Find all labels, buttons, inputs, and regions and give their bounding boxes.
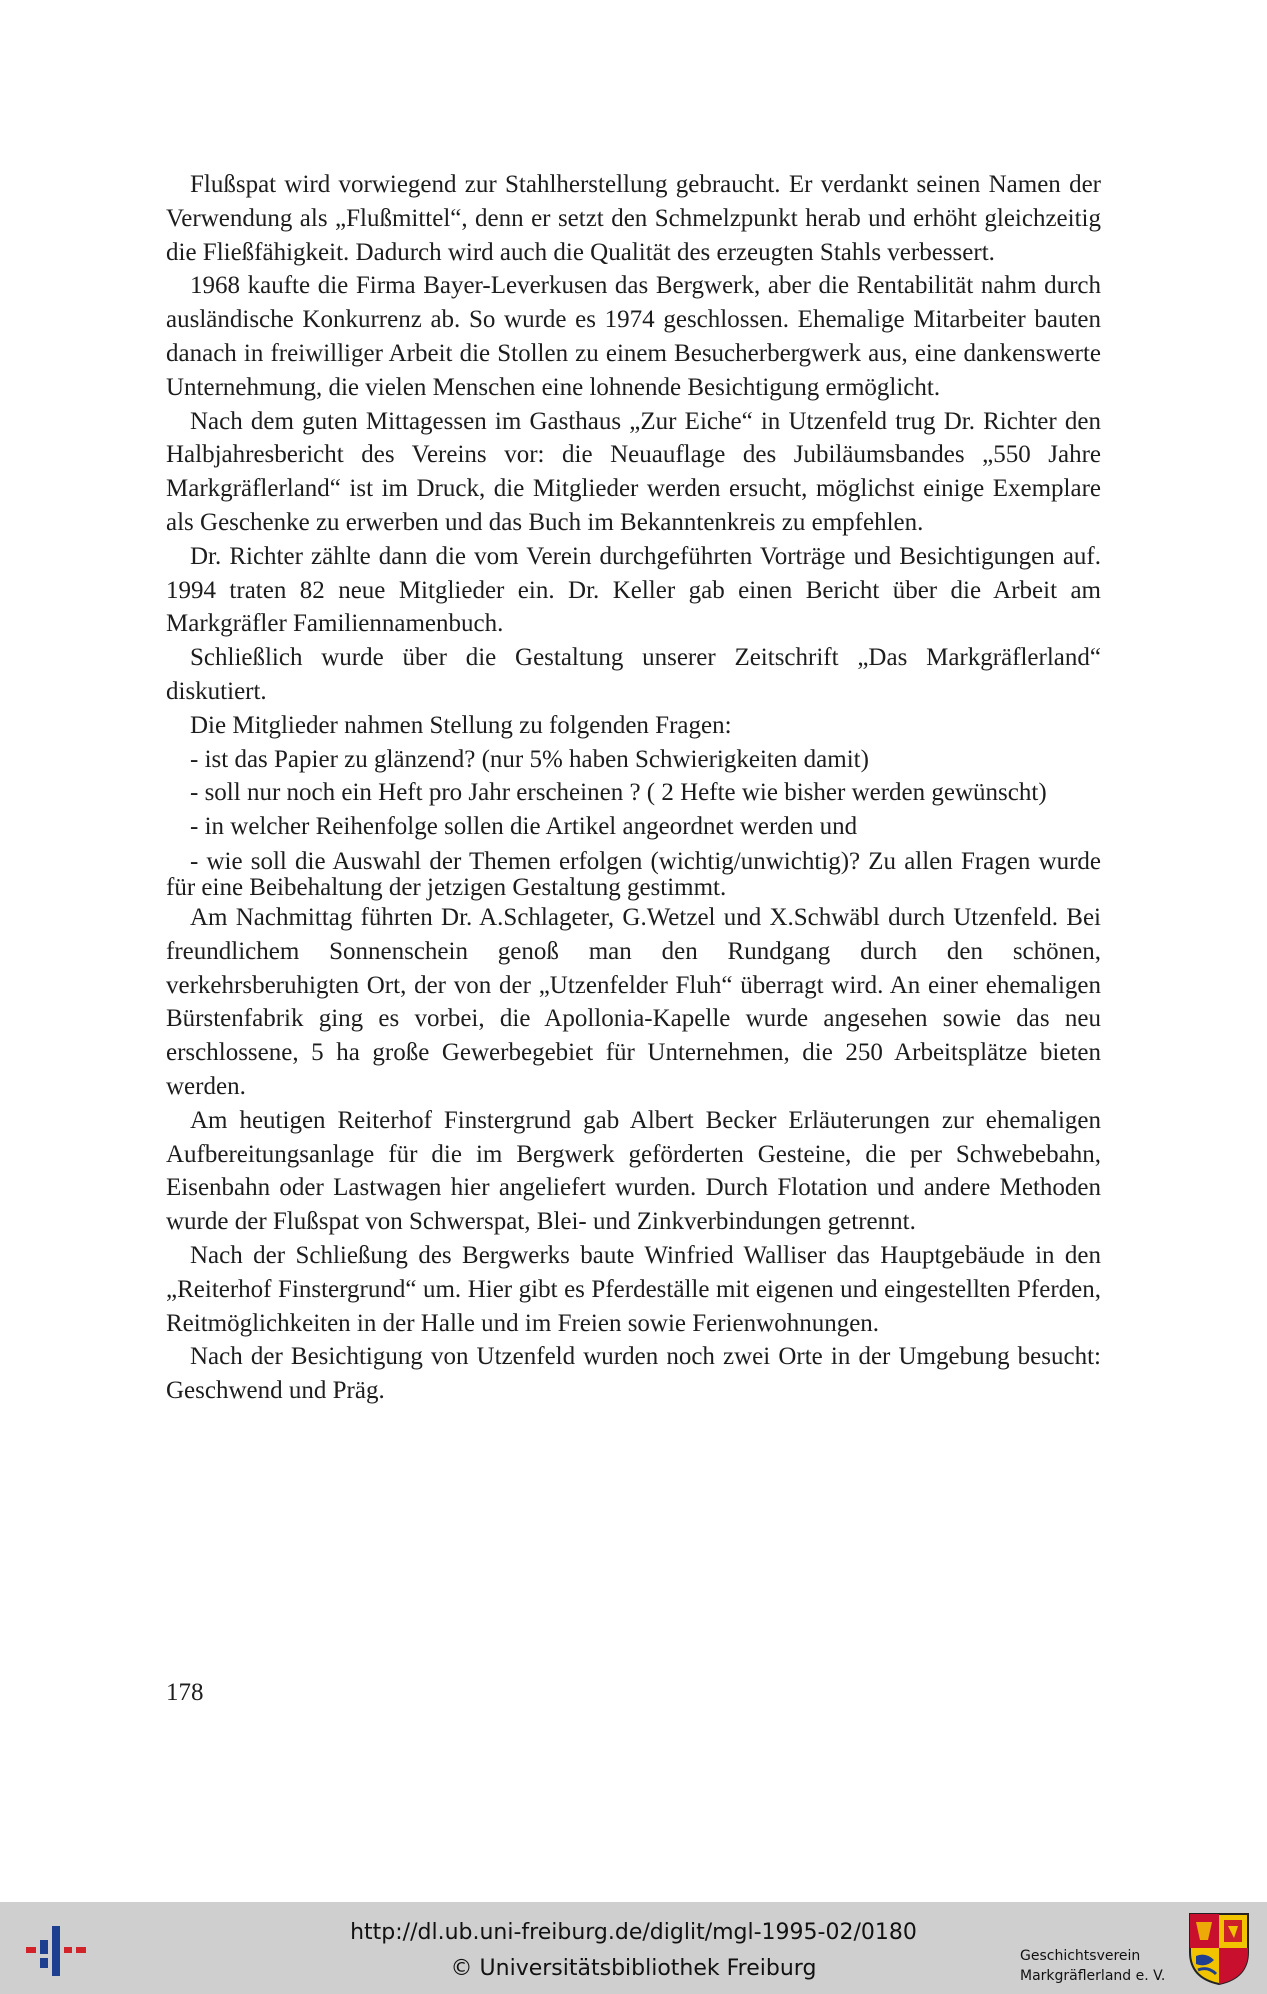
paragraph: Dr. Richter zählte dann die vom Verein durchgeführten Vorträge und Besichtigungen auf. 1994 traten 82 neue Mitglieder ein. Dr. Keller gab einen Bericht über die Arbeit am Markgräfler Familiennamenbuch. [166,542,1101,638]
society-name-line2: Markgräflerland e. V. [1020,1968,1166,1984]
copyright-text: © Universitätsbibliothek Freiburg [450,1956,817,1981]
paragraph: Nach der Besichtigung von Utzenfeld wurden noch zwei Orte in der Umgebung besucht: Geschwend und Präg. [166,1343,1101,1405]
paragraph: Am heutigen Reiterhof Finstergrund gab Albert Becker Erläuterungen zur ehemaligen Aufbereitungsanlage für die im Bergwerk geförderten Gesteine, die per Schwebebahn, Eisenbahn oder Lastwagen hier angeliefert wurden. Durch Flotation und andere Methoden wurde der Flußspat von Schwerspat, Blei- und Zinkverbindungen getrennt. [166,1106,1101,1236]
paragraph: Schließlich wurde über die Gestaltung unserer Zeitschrift „Das Markgräflerland“ diskutiert. [166,644,1101,705]
body-text [166,168,1101,1408]
coat-of-arms-icon [1188,1912,1250,1986]
list-item: - wie soll die Auswahl der Themen erfolgen (wichtig/unwichtig)? Zu allen Fragen wurde für eine Beibehaltung der jetzigen Gestaltung gestimmt. [166,847,1101,901]
paragraph: Flußspat wird vorwiegend zur Stahlherstellung gebraucht. Er verdankt seinen Namen der Verwendung als „Flußmittel“, denn er setzt den Schmelzpunkt herab und erhöht gleichzeitig die Fließfähigkeit. Dadurch wird auch die Qualität des erzeugten Stahls verbessert. [166,171,1101,266]
list-item: - ist das Papier zu glänzend? (nur 5% haben Schwierigkeiten damit) [190,745,869,773]
society-name-line1: Geschichtsverein [1020,1948,1141,1964]
footer-bar [0,1902,1267,1994]
paragraph: Am Nachmittag führten Dr. A.Schlageter, G.Wetzel und X.Schwäbl durch Utzenfeld. Bei freundlichem Sonnenschein genoß man den Rundgang durch den schönen, verkehrsberuhigten Ort, der von der „Utzenfelder Fluh“ überragt wird. An einer ehemaligen Bürstenfabrik ging es vorbei, die Apollonia-Kapelle wurde angesehen sowie das neu erschlossene, 5 ha große Gewerbegebiet für Unternehmen, die 250 Arbeitsplätze bieten werden. [166,903,1101,1100]
society-name [1020,1946,1165,1986]
list-item: - in welcher Reihenfolge sollen die Artikel angeordnet werden und [190,813,858,841]
paragraph: 1968 kaufte die Firma Bayer-Leverkusen das Bergwerk, aber die Rentabilität nahm durch ausländische Konkurrenz ab. So wurde es 1974 geschlossen. Ehemalige Mitarbeiter bauten danach in freiwilliger Arbeit die Stollen zu einem Besucherbergwerk aus, eine dankenswerte Unternehmung, die vielen Menschen eine lohnende Besichtigung ermöglicht. [166,272,1101,401]
paragraph: Nach dem guten Mittagessen im Gasthaus „Zur Eiche“ in Utzenfeld trug Dr. Richter den Halbjahresbericht des Vereins vor: die Neuauflage des Jubiläumsbandes „550 Jahre Markgräflerland“ ist im Druck, die Mitglieder werden ersucht, möglichst einige Exemplare als Geschenke zu erwerben und das Buch im Bekanntenkreis zu empfehlen. [166,407,1101,536]
paragraph: Die Mitglieder nahmen Stellung zu folgenden Fragen: [190,711,732,739]
paragraph: Nach der Schließung des Bergwerks baute Winfried Walliser das Hauptgebäude in den „Reiterhof Finstergrund“ um. Hier gibt es Pferdeställe mit eigenen und eingestellten Pferden, Reitmöglichkeiten in der Halle und im Freien sowie Ferienwohnungen. [166,1241,1101,1337]
page-number: 178 [166,1679,204,1706]
list-item: - soll nur noch ein Heft pro Jahr erscheinen ? ( 2 Hefte wie bisher werden gewünscht) [190,779,1047,807]
source-url[interactable]: http://dl.ub.uni-freiburg.de/diglit/mgl-1995-02/0180 [350,1920,917,1945]
